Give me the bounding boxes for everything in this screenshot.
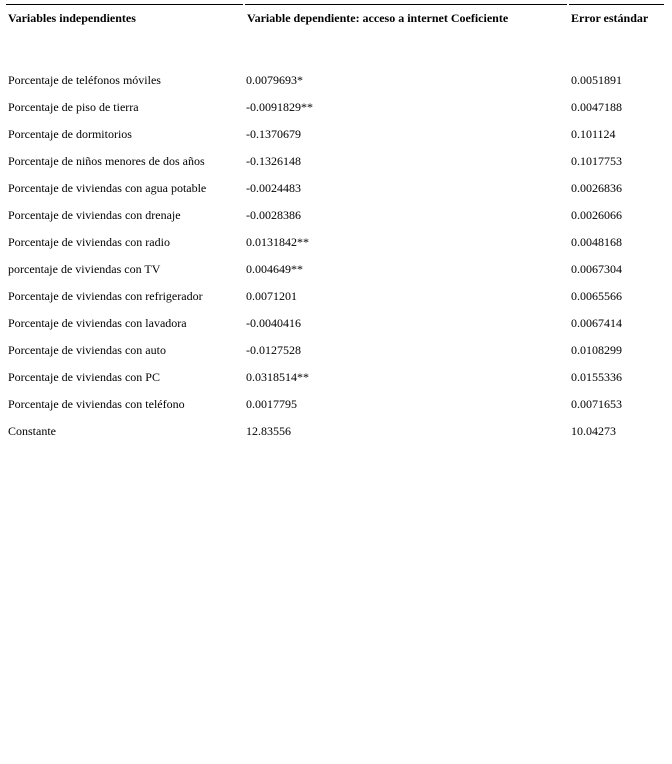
variable-name-cell: Porcentaje de dormitorios (8, 127, 132, 141)
variable-name-cell: Porcentaje de viviendas con drenaje (8, 208, 181, 222)
table-row (6, 256, 664, 283)
variable-name-cell: Porcentaje de viviendas con auto (8, 343, 166, 357)
variable-name-cell: porcentaje de viviendas con TV (8, 262, 161, 276)
header-row (6, 4, 664, 67)
table-row (6, 283, 664, 310)
table-row (6, 391, 664, 418)
standard-error-cell: 0.0051891 (571, 73, 622, 87)
standard-error-cell: 0.0067414 (571, 316, 622, 330)
variable-name-cell: Porcentaje de viviendas con teléfono (8, 397, 185, 411)
standard-error-cell: 0.0108299 (571, 343, 622, 357)
table-header (6, 4, 664, 67)
table-row (6, 364, 664, 391)
variable-name-cell: Porcentaje de viviendas con PC (8, 370, 160, 384)
standard-error-cell: 10.04273 (571, 424, 616, 438)
coefficient-cell: -0.1326148 (246, 154, 301, 168)
standard-error-cell: 0.0067304 (571, 262, 622, 276)
coefficient-cell: 0.0079693* (246, 73, 303, 87)
header-standard-error: Error estándar (569, 4, 664, 67)
coefficient-cell: 0.0318514** (246, 370, 309, 384)
coefficient-cell: 0.004649** (246, 262, 303, 276)
standard-error-cell: 0.0026836 (571, 181, 622, 195)
standard-error-cell: 0.0155336 (571, 370, 622, 384)
standard-error-cell: 0.0026066 (571, 208, 622, 222)
standard-error-cell: 0.0071653 (571, 397, 622, 411)
coefficient-cell: -0.1370679 (246, 127, 301, 141)
standard-error-cell: 0.0048168 (571, 235, 622, 249)
coefficient-cell: -0.0028386 (246, 208, 301, 222)
standard-error-cell: 0.0065566 (571, 289, 622, 303)
variable-name-cell: Porcentaje de viviendas con refrigerador (8, 289, 203, 303)
standard-error-cell: 0.0047188 (571, 100, 622, 114)
table-row (6, 148, 664, 175)
table-row (6, 202, 664, 229)
coefficient-cell: -0.0040416 (246, 316, 301, 330)
variable-name-cell: Porcentaje de viviendas con lavadora (8, 316, 187, 330)
variable-name-cell: Constante (8, 424, 56, 438)
coefficient-cell: -0.0091829** (246, 100, 313, 114)
table-row (6, 121, 664, 148)
table-row (6, 337, 664, 364)
variable-name-cell: Porcentaje de piso de tierra (8, 100, 139, 114)
header-dependent-variable-coefficient: Variable dependiente: acceso a internet Coeficiente (245, 4, 567, 67)
header-independent-variables: Variables independientes (6, 4, 243, 67)
coefficient-cell: 0.0131842** (246, 235, 309, 249)
coefficient-cell: 0.0071201 (246, 289, 297, 303)
coefficient-cell: -0.0127528 (246, 343, 301, 357)
regression-table (4, 4, 666, 445)
table-row (6, 418, 664, 445)
table-row (6, 310, 664, 337)
variable-name-cell: Porcentaje de teléfonos móviles (8, 73, 161, 87)
coefficient-cell: -0.0024483 (246, 181, 301, 195)
table-row (6, 67, 664, 94)
table-row (6, 94, 664, 121)
table-row (6, 229, 664, 256)
variable-name-cell: Porcentaje de viviendas con radio (8, 235, 170, 249)
standard-error-cell: 0.1017753 (571, 154, 622, 168)
standard-error-cell: 0.101124 (571, 127, 616, 141)
table-body (6, 67, 664, 445)
variable-name-cell: Porcentaje de niños menores de dos años (8, 154, 205, 168)
table-row (6, 175, 664, 202)
coefficient-cell: 0.0017795 (246, 397, 297, 411)
variable-name-cell: Porcentaje de viviendas con agua potable (8, 181, 207, 195)
coefficient-cell: 12.83556 (246, 424, 291, 438)
